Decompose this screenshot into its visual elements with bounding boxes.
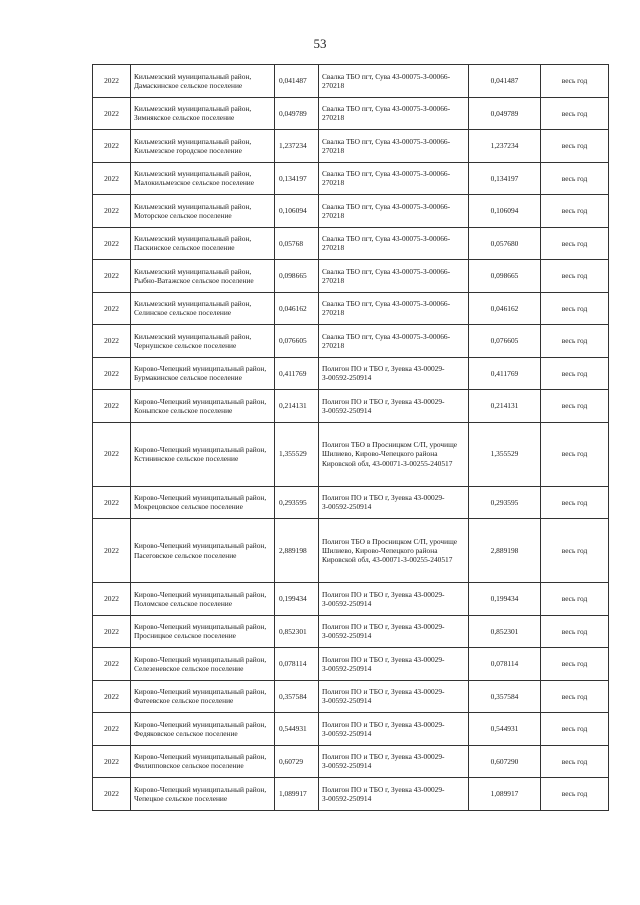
cell-period: весь год	[541, 162, 609, 195]
cell-mass: 0,411769	[469, 357, 541, 390]
cell-area: Кильмезский муниципальный район, Моторское сельское поселение	[131, 195, 275, 228]
cell-year: 2022	[93, 519, 131, 583]
cell-value: 0,293595	[275, 486, 319, 519]
cell-value: 0,076605	[275, 325, 319, 358]
cell-period: весь год	[541, 357, 609, 390]
cell-period: весь год	[541, 713, 609, 746]
cell-area: Кирово-Чепецкий муниципальный район, Филипповское сельское поселение	[131, 745, 275, 778]
cell-value: 0,078114	[275, 648, 319, 681]
cell-area: Кирово-Чепецкий муниципальный район, Просницкое сельское поселение	[131, 615, 275, 648]
table-row	[93, 519, 609, 583]
cell-value: 0,041487	[275, 65, 319, 98]
cell-value: 0,60729	[275, 745, 319, 778]
cell-period: весь год	[541, 325, 609, 358]
cell-mass: 0,607290	[469, 745, 541, 778]
cell-period: весь год	[541, 422, 609, 486]
cell-mass: 0,134197	[469, 162, 541, 195]
cell-year: 2022	[93, 130, 131, 163]
table-row	[93, 65, 609, 98]
cell-area: Кирово-Чепецкий муниципальный район, Пасеговское сельское поселение	[131, 519, 275, 583]
cell-object: Полигон ПО и ТБО г, Зуевка 43-00029-З-00592-250914	[319, 357, 469, 390]
cell-year: 2022	[93, 648, 131, 681]
cell-value: 0,411769	[275, 357, 319, 390]
table-row	[93, 260, 609, 293]
table-row	[93, 390, 609, 423]
cell-year: 2022	[93, 357, 131, 390]
cell-value: 0,05768	[275, 227, 319, 260]
waste-table	[92, 64, 609, 811]
table-row	[93, 583, 609, 616]
cell-year: 2022	[93, 583, 131, 616]
cell-object: Полигон ПО и ТБО г, Зуевка 43-00029-З-00592-250914	[319, 583, 469, 616]
cell-period: весь год	[541, 680, 609, 713]
cell-value: 0,049789	[275, 97, 319, 130]
cell-period: весь год	[541, 583, 609, 616]
cell-period: весь год	[541, 227, 609, 260]
cell-area: Кирово-Чепецкий муниципальный район, Поломское сельское поселение	[131, 583, 275, 616]
cell-period: весь год	[541, 195, 609, 228]
cell-period: весь год	[541, 519, 609, 583]
cell-mass: 2,889198	[469, 519, 541, 583]
cell-object: Свалка ТБО пгт, Сува 43-00075-З-00066-270218	[319, 195, 469, 228]
cell-area: Кильмезский муниципальный район, Рыбно-Ватажское сельское поселение	[131, 260, 275, 293]
cell-mass: 0,057680	[469, 227, 541, 260]
table-row	[93, 745, 609, 778]
cell-object: Свалка ТБО пгт, Сува 43-00075-З-00066-270218	[319, 97, 469, 130]
cell-area: Кильмезский муниципальный район, Дамаскинское сельское поселение	[131, 65, 275, 98]
cell-year: 2022	[93, 615, 131, 648]
cell-area: Кирово-Чепецкий муниципальный район, Федяковское сельское поселение	[131, 713, 275, 746]
cell-value: 0,852301	[275, 615, 319, 648]
table-row	[93, 357, 609, 390]
cell-area: Кирово-Чепецкий муниципальный район, Мокрецовское сельское поселение	[131, 486, 275, 519]
cell-mass: 1,089917	[469, 778, 541, 811]
cell-value: 0,106094	[275, 195, 319, 228]
cell-area: Кирово-Чепецкий муниципальный район, Селезеневское сельское поселение	[131, 648, 275, 681]
cell-value: 0,544931	[275, 713, 319, 746]
cell-period: весь год	[541, 486, 609, 519]
cell-mass: 0,076605	[469, 325, 541, 358]
cell-period: весь год	[541, 390, 609, 423]
cell-year: 2022	[93, 390, 131, 423]
cell-area: Кильмезский муниципальный район, Кильмезское городское поселение	[131, 130, 275, 163]
cell-year: 2022	[93, 486, 131, 519]
cell-year: 2022	[93, 292, 131, 325]
table-row	[93, 422, 609, 486]
table-row	[93, 325, 609, 358]
cell-object: Полигон ТБО в Просницком С/П, урочище Шилиево, Кирово-Чепецкого района Кировской обл, 43-00071-З-00255-240517	[319, 422, 469, 486]
cell-year: 2022	[93, 260, 131, 293]
cell-mass: 0,041487	[469, 65, 541, 98]
cell-year: 2022	[93, 325, 131, 358]
cell-area: Кирово-Чепецкий муниципальный район, Коныпское сельское поселение	[131, 390, 275, 423]
cell-period: весь год	[541, 648, 609, 681]
cell-year: 2022	[93, 65, 131, 98]
cell-area: Кирово-Чепецкий муниципальный район, Бурмакинское сельское поселение	[131, 357, 275, 390]
cell-area: Кильмезский муниципальный район, Зимнякское сельское поселение	[131, 97, 275, 130]
cell-period: весь год	[541, 97, 609, 130]
table-row	[93, 162, 609, 195]
cell-value: 1,237234	[275, 130, 319, 163]
cell-year: 2022	[93, 680, 131, 713]
cell-area: Кильмезский муниципальный район, Паскинское сельское поселение	[131, 227, 275, 260]
table-row	[93, 615, 609, 648]
cell-area: Кирово-Чепецкий муниципальный район, Кстининское сельское поселение	[131, 422, 275, 486]
table-row	[93, 778, 609, 811]
table-body	[93, 65, 609, 811]
cell-period: весь год	[541, 745, 609, 778]
cell-object: Полигон ПО и ТБО г, Зуевка 43-00029-З-00592-250914	[319, 486, 469, 519]
table-row	[93, 680, 609, 713]
cell-period: весь год	[541, 292, 609, 325]
cell-value: 1,089917	[275, 778, 319, 811]
cell-area: Кирово-Чепецкий муниципальный район, Чепецкое сельское поселение	[131, 778, 275, 811]
table-row	[93, 97, 609, 130]
cell-period: весь год	[541, 778, 609, 811]
cell-object: Полигон ПО и ТБО г, Зуевка 43-00029-З-00592-250914	[319, 745, 469, 778]
cell-value: 0,098665	[275, 260, 319, 293]
cell-object: Полигон ПО и ТБО г, Зуевка 43-00029-З-00592-250914	[319, 615, 469, 648]
cell-period: весь год	[541, 260, 609, 293]
cell-object: Свалка ТБО пгт, Сува 43-00075-З-00066-270218	[319, 227, 469, 260]
cell-value: 0,214131	[275, 390, 319, 423]
cell-area: Кильмезский муниципальный район, Чернушское сельское поселение	[131, 325, 275, 358]
cell-mass: 0,214131	[469, 390, 541, 423]
cell-value: 0,357584	[275, 680, 319, 713]
cell-year: 2022	[93, 745, 131, 778]
table-row	[93, 195, 609, 228]
cell-year: 2022	[93, 97, 131, 130]
cell-object: Полигон ПО и ТБО г, Зуевка 43-00029-З-00592-250914	[319, 648, 469, 681]
cell-object: Свалка ТБО пгт, Сува 43-00075-З-00066-270218	[319, 292, 469, 325]
table-row	[93, 713, 609, 746]
cell-year: 2022	[93, 778, 131, 811]
cell-mass: 1,237234	[469, 130, 541, 163]
cell-year: 2022	[93, 195, 131, 228]
cell-object: Полигон ПО и ТБО г, Зуевка 43-00029-З-00592-250914	[319, 713, 469, 746]
page-number: 53	[313, 36, 327, 51]
cell-object: Свалка ТБО пгт, Сува 43-00075-З-00066-270218	[319, 162, 469, 195]
table-row	[93, 292, 609, 325]
cell-year: 2022	[93, 227, 131, 260]
cell-mass: 0,199434	[469, 583, 541, 616]
cell-object: Полигон ТБО в Просницком С/П, урочище Шилиево, Кирово-Чепецкого района Кировской обл, 43-00071-З-00255-240517	[319, 519, 469, 583]
table-row	[93, 130, 609, 163]
cell-mass: 0,106094	[469, 195, 541, 228]
table-row	[93, 486, 609, 519]
cell-mass: 0,544931	[469, 713, 541, 746]
cell-mass: 0,046162	[469, 292, 541, 325]
cell-mass: 0,852301	[469, 615, 541, 648]
cell-mass: 0,049789	[469, 97, 541, 130]
cell-value: 0,199434	[275, 583, 319, 616]
cell-value: 2,889198	[275, 519, 319, 583]
cell-mass: 0,098665	[469, 260, 541, 293]
cell-object: Свалка ТБО пгт, Сува 43-00075-З-00066-270218	[319, 65, 469, 98]
cell-mass: 0,293595	[469, 486, 541, 519]
cell-year: 2022	[93, 713, 131, 746]
cell-value: 0,046162	[275, 292, 319, 325]
cell-object: Полигон ПО и ТБО г, Зуевка 43-00029-З-00592-250914	[319, 390, 469, 423]
cell-period: весь год	[541, 615, 609, 648]
table-row	[93, 227, 609, 260]
cell-period: весь год	[541, 130, 609, 163]
cell-area: Кирово-Чепецкий муниципальный район, Фатеевское сельское поселение	[131, 680, 275, 713]
table-row	[93, 648, 609, 681]
cell-year: 2022	[93, 422, 131, 486]
cell-period: весь год	[541, 65, 609, 98]
cell-object: Свалка ТБО пгт, Сува 43-00075-З-00066-270218	[319, 130, 469, 163]
cell-object: Свалка ТБО пгт, Сува 43-00075-З-00066-270218	[319, 260, 469, 293]
cell-area: Кильмезский муниципальный район, Малокильмезское сельское поселение	[131, 162, 275, 195]
cell-value: 1,355529	[275, 422, 319, 486]
cell-object: Полигон ПО и ТБО г, Зуевка 43-00029-З-00592-250914	[319, 680, 469, 713]
cell-mass: 1,355529	[469, 422, 541, 486]
cell-mass: 0,357584	[469, 680, 541, 713]
cell-object: Свалка ТБО пгт, Сува 43-00075-З-00066-270218	[319, 325, 469, 358]
cell-mass: 0,078114	[469, 648, 541, 681]
cell-area: Кильмезский муниципальный район, Селинское сельское поселение	[131, 292, 275, 325]
cell-object: Полигон ПО и ТБО г, Зуевка 43-00029-З-00592-250914	[319, 778, 469, 811]
cell-year: 2022	[93, 162, 131, 195]
cell-value: 0,134197	[275, 162, 319, 195]
